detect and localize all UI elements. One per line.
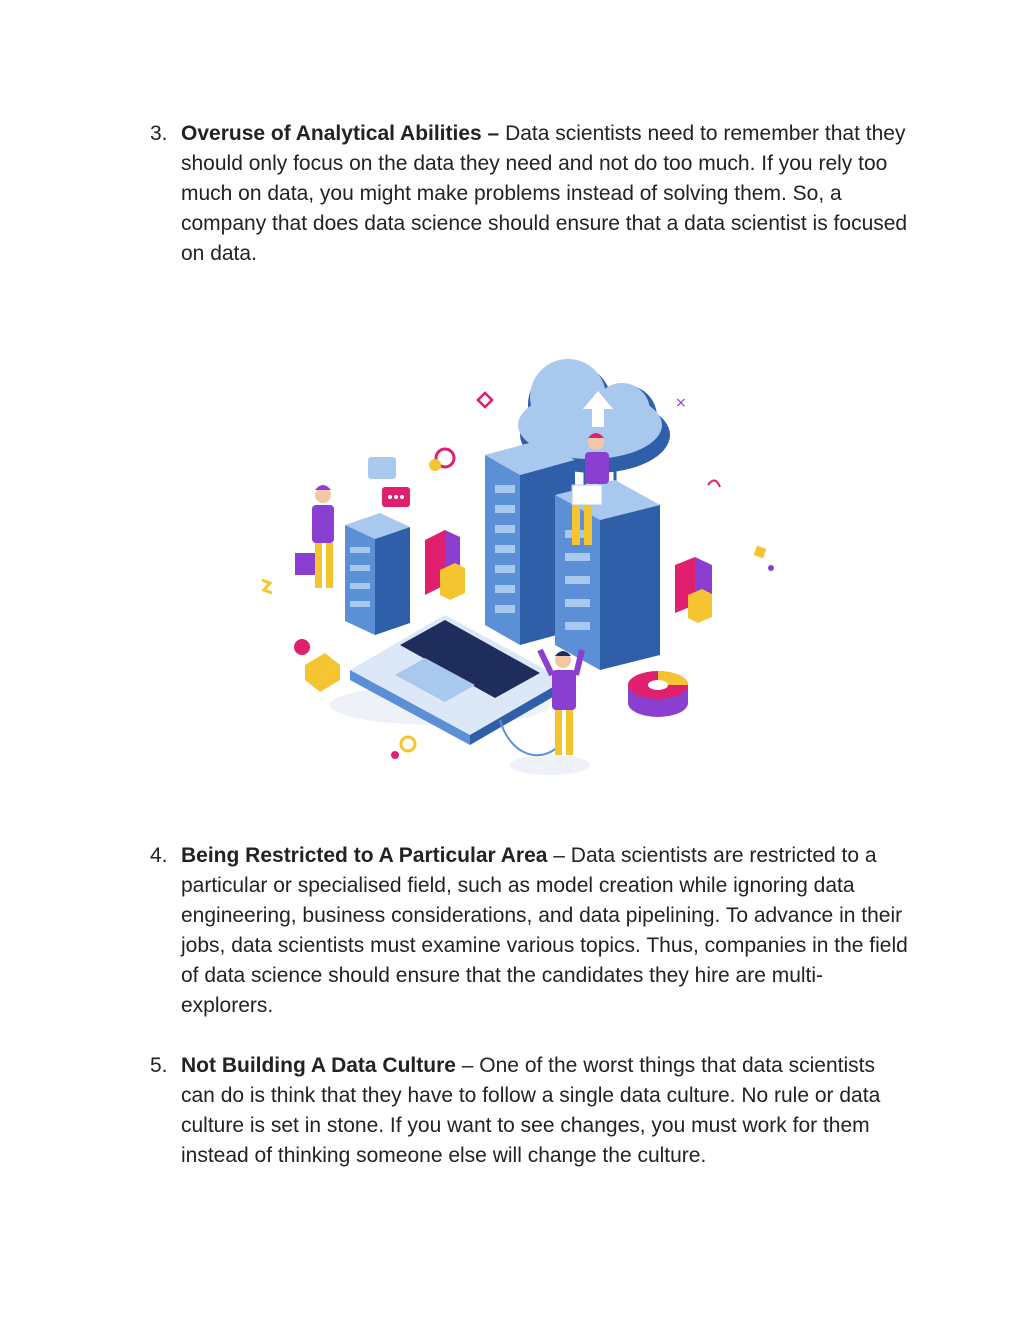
- dot-decoration-icon: [768, 565, 774, 571]
- list-number: 4.: [150, 844, 168, 867]
- bar-chart-icon: [675, 557, 712, 623]
- diamond-decoration-icon: [478, 393, 492, 407]
- list-item-body: [181, 1051, 910, 1171]
- server-rack-icon: [555, 480, 660, 670]
- list-number: 3.: [150, 122, 168, 145]
- zigzag-decoration-icon: [262, 580, 272, 593]
- list-item-text: – Data scientists are restricted to a particular or specialised field, such as model creation while ignoring data engineering, business considerations, and data pipelining. To advance in their jobs, data scientists must examine various topics. Thus, companies in the field of data science should ensure that the candidates they hire are multi-explorers.: [181, 844, 908, 1017]
- chat-bubble-icon: [368, 457, 410, 507]
- cross-decoration-icon: ×: [675, 395, 687, 411]
- pie-chart-icon: [628, 671, 688, 717]
- ring-decoration-icon: [401, 737, 415, 751]
- list-item-title: Not Building A Data Culture: [181, 1054, 456, 1077]
- list-item-3: [150, 119, 910, 269]
- list-item-text: – One of the worst things that data scientists can do is think that they have to follow a single data culture. No rule or data culture is set in stone. If you want to see changes, you must work for them instead of thinking someone else will change the culture.: [181, 1054, 881, 1167]
- square-decoration-icon: [754, 546, 767, 559]
- list-item-body: [181, 119, 910, 269]
- bar-chart-icon: [425, 530, 465, 600]
- server-stack-icon: [345, 513, 410, 635]
- list-item-title: Overuse of Analytical Abilities –: [181, 122, 500, 145]
- list-item-4: [150, 841, 910, 1021]
- data-center-cloud-illustration: [250, 325, 790, 785]
- person-icon: [295, 485, 334, 588]
- list-item-title: Being Restricted to A Particular Area: [181, 844, 548, 867]
- list-item-text: Data scientists need to remember that they should only focus on the data they need and not do too much. If you rely too much on data, you might make problems instead of solving them. So, a company that does data science should ensure that a data scientist is focused on data.: [181, 122, 908, 265]
- dot-decoration-icon: [429, 459, 441, 471]
- wave-decoration-icon: [708, 480, 720, 487]
- list-number: 5.: [150, 1054, 168, 1077]
- list-item-5: [150, 1051, 910, 1171]
- envelope-icon: [294, 639, 340, 692]
- dot-decoration-icon: [391, 751, 399, 759]
- list-item-body: [181, 841, 910, 1021]
